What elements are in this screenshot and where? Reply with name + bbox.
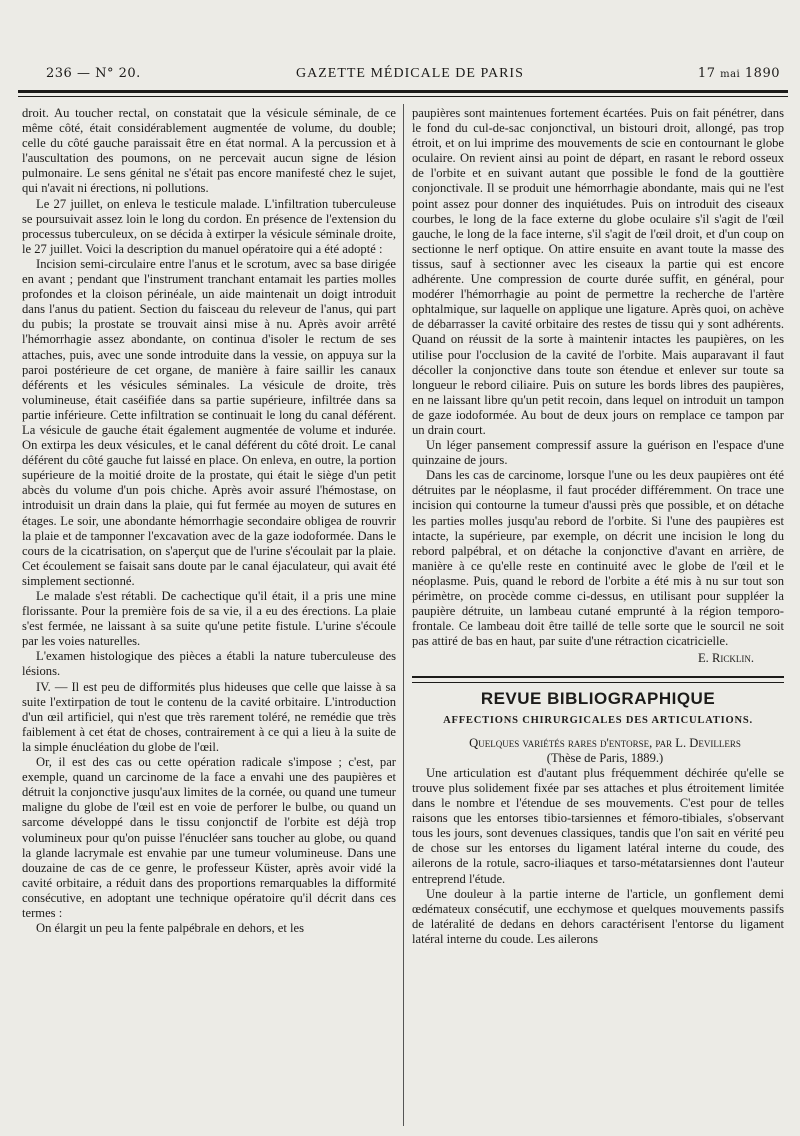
paragraph: Le 27 juillet, on enleva le testicule malade. L'infiltration tuberculeuse se poursuivait assez loin le long du cordon. En présence de l'extension du processus tuberculeux, on se décida à extirper la vésicule séminale droite, le 27 juillet. Voici la description du manuel opératoire qui a été adopté : [22, 196, 396, 256]
left-column [22, 106, 396, 936]
header-rule-thin [18, 96, 788, 97]
paragraph: paupières sont maintenues fortement écartées. Puis on fait pénétrer, dans le fond du cul-de-sac conjonctival, un bistouri droit, allongé, pas trop étroit, et on lui imprime des mouvements de scie en contournant le globe oculaire. On revient ainsi au point de départ, en rasant le rebord osseux de l'orbite et en suivant autant que possible le fond de la gouttière conjonctivale. Il se produit une hémorrhagie abondante, mais qui ne l'est point assez pour donner des inquiétudes. Puis on introduit des ciseaux courbes, le long de la face externe du globe oculaire s'il s'agit de l'œil gauche, le long de la face interne, s'il s'agit de l'œil droit, et d'un coup on sectionne le nerf optique. On attire ensuite en avant toute la masse des tissus, sauf à sectionner avec les ciseaux la partie qui est encore adhérente. Une compression de courte durée suffit, en général, pour modérer l'hémorrhagie au point de permettre la recherche de l'artère ophtalmique, sur laquelle on applique une ligature. Après quoi, on achève de débarrasser la cavité orbitaire des restes de tissu qui y sont adhérents. Quand on réussit de la sorte à maintenir intactes les paupières, on les utilise pour l'occlusion de la cavité de l'orbite. Mais auparavant il faut décoller la conjonctive dans toute son étendue et enlever sur toute sa longueur le rebord ciliaire. Puis on suture les bords libres des paupières, en ne laissant libre qu'un petit recoin, dans lequel on introduit un tampon de gaze iodoformée. Au bout de deux jours on remplace ce tampon par un drain court. [412, 106, 784, 437]
paragraph: Une articulation est d'autant plus fréquemment déchirée qu'elle se trouve plus solidement fixée par ses attaches et plus étroitement limitée dans le nombre et l'étendue de ses mouvements. C'est pour de telles raisons que les entorses tibio-tarsiennes et fémoro-tibiales, s'observant tous les jours, sont devenues classiques, tandis que l'on sait en vérité peu de chose sur les entorses du ligament latéral interne du coude, des ailerons de la rotule, sacro-iliaques et tarso-métatarsiennes dont l'auteur entreprend l'étude. [412, 765, 784, 886]
header-rule-thick [18, 90, 788, 93]
column-divider [403, 104, 404, 1126]
paragraph: On élargit un peu la fente palpébrale en dehors, et les [36, 921, 304, 936]
issue-day: 17 [697, 66, 716, 81]
issue-date [698, 66, 780, 81]
section-rule-thin [412, 682, 784, 683]
issue-month: mai [720, 69, 741, 80]
review-reference: Quelques variétés rares d'entorse, par L. Devillers [469, 735, 741, 750]
author-signature: E. Ricklin. [697, 651, 754, 666]
paragraph: Or, il est des cas ou cette opération radicale s'impose ; c'est, par exemple, quand un carcinome de la face a envahi une des paupières et détruit la conjonctive jusqu'aux limites de la cornée, ou quand une tumeur maligne du globe de l'œil est en voie de perforer le bulbe, ou quand un sarcome développé dans le tissu conjonctif de l'orbite est déjà trop volumineux pour qu'on puisse l'énucléer sans toucher au globe, ou quand la glande lacrymale est envahie par une tumeur volumineuse. Dans une douzaine de cas de ce genre, le professeur Küster, après avoir vidé la cavité orbitaire, a réduit dans des proportions remarquables la difformité consécutive, en adoptant une technique opératoire qu'il décrit dans ces termes : [22, 755, 396, 920]
section-title: REVUE BIBLIOGRAPHIQUE [480, 689, 716, 709]
page-header [46, 66, 780, 88]
section-rule-thick [412, 676, 784, 678]
paragraph: Le malade s'est rétabli. De cachectique qu'il était, il a pris une mine florissante. Pour la première fois de sa vie, il a eu des érections. La plaie s'est fermée, ne laissant à sa suite qu'une petite fistule. L'urine s'écoule par les voies naturelles. [22, 589, 396, 649]
paragraph: Une douleur à la partie interne de l'article, un gonflement demi œdémateux consécutif, une ecchymose et quelques mouvements passifs de latéralité de dedans en dehors caractérisent l'entorse du ligament latéral interne du coude. Les ailerons [412, 886, 784, 946]
review-reference-source: (Thèse de Paris, 1889.) [546, 750, 664, 765]
right-column [412, 106, 784, 947]
paragraph: Un léger pansement compressif assure la guérison en l'espace d'une quinzaine de jours. [412, 438, 784, 468]
paragraph: droit. Au toucher rectal, on constatait que la vésicule séminale, de ce même côté, était considérablement augmentée de volume, du double; celle du côté gauche paraissait être en état normal. A la percussion et à l'auscultation des poumons, on ne percevait aucun signe de lésion pulmonaire. Le sens génital ne s'était pas encore manifesté chez le sujet, qui n'avait ni érections, ni pollutions. [22, 106, 396, 196]
paragraph: Dans les cas de carcinome, lorsque l'une ou les deux paupières ont été détruites par le néoplasme, il faut procéder différemment. On trace une incision qui contourne la tumeur d'aussi près que possible, et on détache les parties molles jusqu'au rebord de l'orbite. Si l'une des paupières est intacte, la supérieure, par exemple, on décrit une incision le long du rebord palpébral, et on détache la conjonctive d'avant en arrière, de manière à ce qu'elle reste en continuité avec le globe de l'œil et le néoplasme. Puis, quand le rebord de l'orbite a été mis à nu sur tout son périmètre, on procède comme ci-dessus, en utilisant pour suppléer la paupière détruite, un lambeau cutané emprunté à la région temporo-frontale. Ce lambeau doit être taillé de telle sorte que le sourcil ne soit pas attiré de bas en haut, par suite d'une rétraction cicatricielle. [412, 468, 784, 649]
section-subtitle: AFFECTIONS CHIRURGICALES DES ARTICULATIONS. [443, 714, 753, 726]
paragraph: IV. — Il est peu de difformités plus hideuses que celle que laisse à sa suite l'extirpation de tout le contenu de la cavité orbitaire. L'introduction d'un œil artificiel, qui n'est que très rarement toléré, ne remédie que très faiblement à cet état de choses, contrairement à ce qui a lieu à la suite de la simple énucléation du globe de l'œil. [22, 679, 396, 754]
issue-year: 1890 [744, 66, 780, 81]
journal-title: GAZETTE MÉDICALE DE PARIS [296, 66, 524, 81]
page-number: 236 — N° 20. [46, 66, 141, 81]
paragraph: L'examen histologique des pièces a établi la nature tuberculeuse des lésions. [22, 649, 396, 679]
paragraph: Incision semi-circulaire entre l'anus et le scrotum, avec sa base dirigée en avant ; pendant que l'instrument tranchant entamait les parties molles profondes et la cloison périnéale, un aide maintenait un doigt introduit dans l'anus du patient. Section du faisceau du releveur de l'anus, qui part du pubis; la prostate se trouvait ainsi mise à nu. Après avoir arrêté l'hémorrhagie assez abondante, on continua d'isoler le rectum de ses attaches, puis, avec une sonde introduite dans la vessie, on appuya sur la paroi postérieure de cet organe, de manière à faire saillir les canaux déférents et les vésicules séminales. La vésicule de droite, très volumineuse, était caséifiée dans sa partie supérieure, infiltrée dans sa partie inférieure. Cette infiltration se continuait le long du canal déférent. La vésicule de gauche était également augmentée de volume et indurée. On extirpa les deux vésicules, et le canal déférent du côté droit. Le canal déférent du côté gauche fut laissé en place. On enleva, en outre, la portion supérieure de la moitié droite de la prostate, qui était le siège d'un petit abcès du volume d'un pois chiche. Après avoir assuré l'hémostase, on introduisit un drain dans la plaie, qui fut fermée au moyen de sutures en étages. Le soir, une abondante hémorrhagie secondaire obligea de rouvrir la plaie et de tamponner l'excavation avec de la gaze iodoformée. Dans le cours de la cicatrisation, on s'aperçut que de l'urine s'écoulait par la plaie. Cet écoulement se faisait sans doute par le canal éjaculateur, qui avait été simplement sectionné. [22, 256, 396, 588]
